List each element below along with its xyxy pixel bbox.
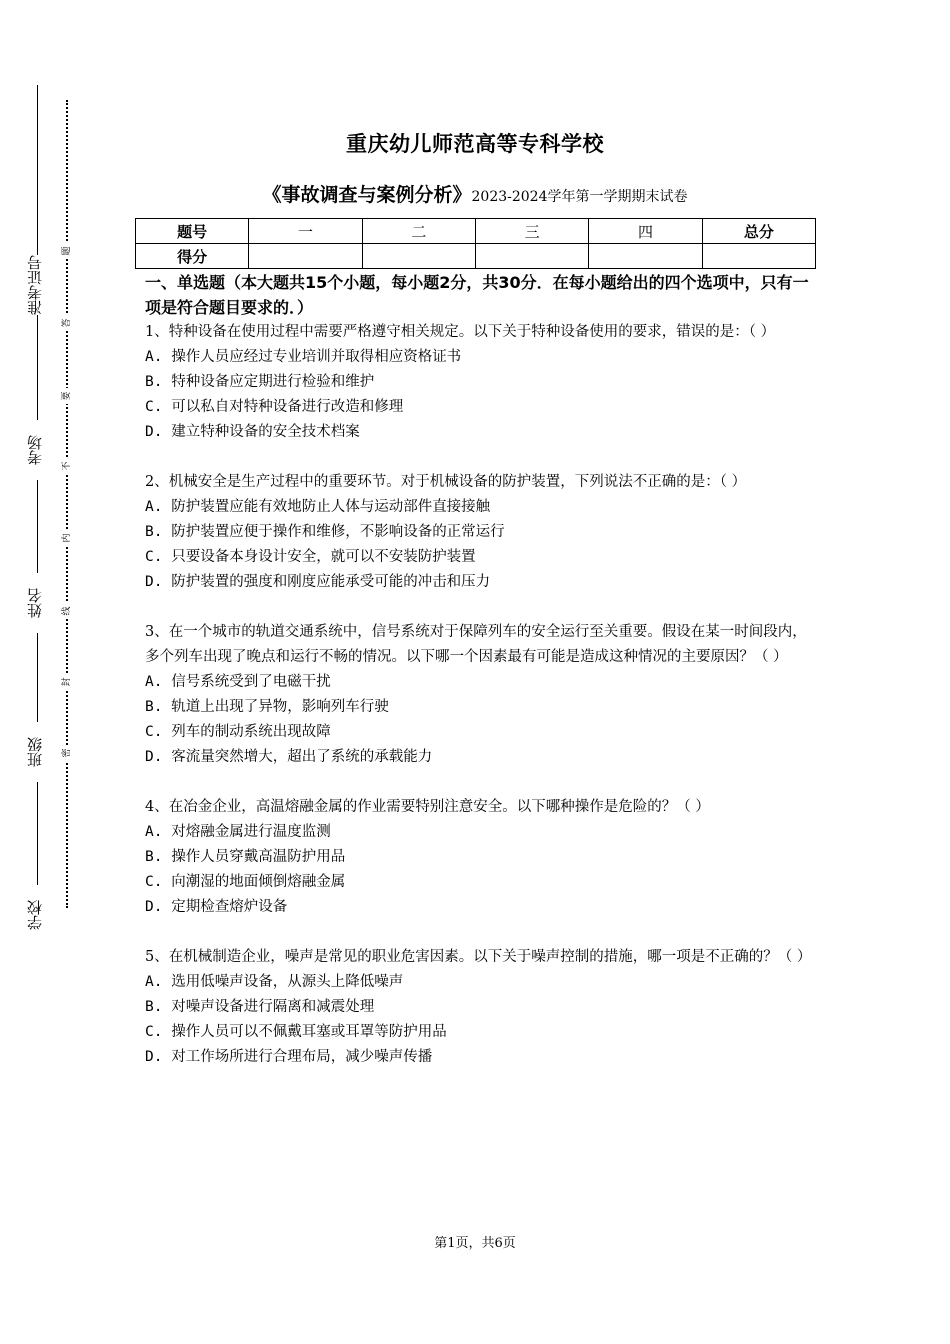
question-2	[145, 470, 815, 595]
table-cell: 三	[475, 219, 588, 244]
question-stem: 2、机械安全是生产过程中的重要环节。对于机械设备的防护装置，下列说法不正确的是：（ ）	[145, 474, 747, 490]
score-cell[interactable]	[249, 244, 362, 269]
seal-char: 线	[59, 603, 75, 619]
option-a: A. 操作人员应经过专业培训并取得相应资格证书	[145, 349, 462, 365]
seal-char: 不	[59, 458, 75, 474]
option-d: D. 定期检查熔炉设备	[145, 899, 288, 915]
option-c: C. 操作人员可以不佩戴耳塞或耳罩等防护用品	[145, 1024, 447, 1040]
option-c: C. 向潮湿的地面倾倒熔融金属	[145, 874, 346, 890]
option-b: B. 特种设备应定期进行检验和维护	[145, 374, 375, 390]
score-table-score-row	[136, 244, 816, 269]
question-stem: 5、在机械制造企业，噪声是常见的职业危害因素。以下关于噪声控制的措施，哪一项是不正确的？（ ）	[145, 949, 812, 965]
option-b: B. 操作人员穿戴高温防护用品	[145, 849, 346, 865]
score-table-header-row	[136, 219, 816, 244]
option-d: D. 客流量突然增大，超出了系统的承载能力	[145, 749, 433, 765]
school-label: 学校	[20, 885, 50, 945]
exam-room-label: 考场	[20, 420, 50, 480]
question-4	[145, 795, 815, 920]
section-heading: 一、单选题（本大题共15个小题，每小题2分，共30分．在每小题给出的四个选项中，只有一项是符合题目要求的．）	[145, 273, 809, 317]
option-b: B. 对噪声设备进行隔离和减震处理	[145, 999, 375, 1015]
seal-char: 题	[59, 243, 75, 259]
score-cell[interactable]	[589, 244, 702, 269]
option-a: A. 防护装置应能有效地防止人体与运动部件直接接触	[145, 499, 491, 515]
option-b: B. 轨道上出现了异物，影响列车行驶	[145, 699, 389, 715]
option-a: A. 信号系统受到了电磁干扰	[145, 674, 331, 690]
option-a: A. 选用低噪声设备，从源头上降低噪声	[145, 974, 404, 990]
seal-char: 内	[59, 530, 75, 546]
course-name: 《事故调查与案例分析》	[262, 184, 472, 206]
seal-char: 密	[59, 745, 75, 761]
question-stem: 4、在冶金企业，高温熔融金属的作业需要特别注意安全。以下哪种操作是危险的？（ ）	[145, 799, 710, 815]
score-cell[interactable]	[475, 244, 588, 269]
table-cell: 四	[589, 219, 702, 244]
option-d: D. 对工作场所进行合理布局，减少噪声传播	[145, 1049, 433, 1065]
score-cell[interactable]	[702, 244, 815, 269]
option-c: C. 可以私自对特种设备进行改造和修理	[145, 399, 404, 415]
option-d: D. 防护装置的强度和刚度应能承受可能的冲击和压力	[145, 574, 491, 590]
option-c: C. 列车的制动系统出现故障	[145, 724, 331, 740]
exam-number-label: 准考证号	[20, 255, 50, 315]
option-d: D. 建立特种设备的安全技术档案	[145, 424, 360, 440]
option-c: C. 只要设备本身设计安全，就可以不安装防护装置	[145, 549, 476, 565]
option-a: A. 对熔融金属进行温度监测	[145, 824, 331, 840]
question-5	[145, 945, 815, 1070]
score-cell[interactable]	[362, 244, 475, 269]
seal-char: 答	[59, 315, 75, 331]
exam-subtitle	[0, 180, 950, 207]
seal-char: 要	[59, 388, 75, 404]
seal-dotted-line	[66, 100, 68, 908]
question-stem: 3、在一个城市的轨道交通系统中，信号系统对于保障列车的安全运行至关重要。假设在某一时间段内，多个列车出现了晚点和运行不畅的情况。以下哪一个因素最有可能是造成这种情况的主要原因？（ ）	[145, 624, 807, 665]
table-cell: 二	[362, 219, 475, 244]
page-number: 第1页，共6页	[434, 1236, 516, 1251]
seal-char: 封	[59, 674, 75, 690]
class-label: 班级	[20, 722, 50, 782]
name-label: 姓名	[20, 573, 50, 633]
binding-line	[37, 85, 38, 925]
question-1	[145, 320, 815, 445]
table-cell: 得分	[136, 244, 249, 269]
score-table	[135, 218, 816, 269]
question-3	[145, 620, 815, 770]
question-content	[145, 270, 815, 1095]
question-stem: 1、特种设备在使用过程中需要严格遵守相关规定。以下关于特种设备使用的要求，错误的是：（ ）	[145, 324, 776, 340]
table-cell: 总分	[702, 219, 815, 244]
option-b: B. 防护装置应便于操作和维修，不影响设备的正常运行	[145, 524, 505, 540]
table-cell: 题号	[136, 219, 249, 244]
table-cell: 一	[249, 219, 362, 244]
term-text: 2023-2024学年第一学期期末试卷	[471, 189, 688, 205]
school-title: 重庆幼儿师范高等专科学校	[346, 132, 604, 156]
